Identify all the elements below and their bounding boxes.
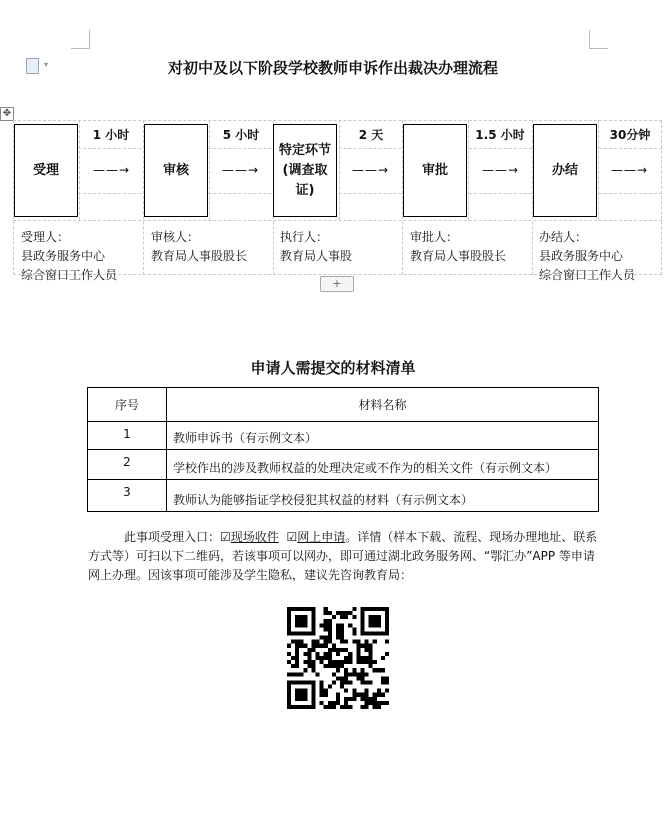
table-cell-index: 3 — [88, 480, 167, 512]
flow-arrow: ——→ — [352, 163, 390, 177]
qr-code — [287, 607, 389, 709]
materials-table — [87, 387, 599, 512]
flow-step-review — [144, 124, 208, 217]
person-unit: 教育局人事股 — [280, 249, 353, 263]
person-unit: 县政务服务中心 — [539, 249, 624, 263]
table-cell-material: 教师申诉书（有示例文本） — [167, 422, 599, 450]
table-row — [88, 480, 599, 512]
flow-person — [410, 228, 506, 266]
flow-arrow: ——→ — [93, 163, 131, 177]
table-header-cell: 序号 — [88, 388, 167, 422]
flow-arrow: ——→ — [611, 163, 649, 177]
checked-box-icon: ☑ — [220, 530, 231, 544]
table-row — [88, 450, 599, 480]
table-move-handle-icon[interactable]: ✥ — [0, 107, 14, 121]
table-cell-index: 1 — [88, 422, 167, 450]
grid-line — [13, 220, 662, 221]
dropdown-caret-icon[interactable]: ▾ — [44, 60, 49, 69]
application-entry-paragraph — [88, 528, 600, 585]
flow-time-label: 30分钟 — [609, 128, 651, 142]
page-corner-mark — [589, 30, 608, 49]
flow-step-complete — [533, 124, 597, 217]
flow-time-label: 1.5 小时 — [475, 128, 525, 142]
grid-line — [339, 120, 340, 220]
flow-step-label: 办结 — [551, 162, 578, 178]
flow-time-label: 1 小时 — [92, 128, 130, 142]
entry-option-online: 网上申请 — [297, 530, 346, 544]
person-unit: 综合窗口工作人员 — [21, 268, 118, 282]
page-corner-mark — [71, 30, 90, 49]
flow-time-label: 2 天 — [358, 128, 384, 142]
table-cell-index: 2 — [88, 450, 167, 480]
person-role: 办结人： — [539, 230, 588, 244]
flow-person — [539, 228, 635, 285]
flow-step-label: 受理 — [32, 162, 59, 178]
table-row — [88, 422, 599, 450]
grid-line — [209, 120, 210, 220]
person-unit: 教育局人事股股长 — [410, 249, 507, 263]
flow-time-label: 5 小时 — [222, 128, 260, 142]
materials-title: 申请人需提交的材料清单 — [250, 359, 416, 377]
person-unit: 县政务服务中心 — [21, 249, 106, 263]
flow-step-label: 审核 — [162, 162, 189, 178]
flow-person — [21, 228, 117, 285]
table-header-row — [88, 388, 599, 422]
grid-line — [468, 120, 469, 220]
flow-step-label: 审批 — [421, 162, 448, 178]
checked-box-icon: ☑ — [286, 530, 298, 544]
person-role: 执行人： — [280, 230, 329, 244]
flow-arrow: ——→ — [482, 163, 520, 177]
person-role: 审核人： — [151, 230, 200, 244]
table-header-cell: 材料名称 — [167, 388, 599, 422]
flow-arrow: ——→ — [222, 163, 260, 177]
flow-person — [280, 228, 352, 266]
grid-line — [79, 120, 80, 220]
entry-details: 。详情（样本下载、流程、现场办理地址、联系方式等）可扫以下二维码，若该事项可以网办，即可通过湖北政务服务网、“鄂汇办”APP 等申请网上办理。因该事项可能涉及学生隐私，建议先咨询教育局： — [88, 530, 598, 582]
flow-step-label-line: 特定环节 — [278, 142, 331, 158]
grid-line — [598, 120, 599, 220]
flow-step-accept — [14, 124, 78, 217]
flow-step-label-line: 证) — [295, 182, 315, 198]
entry-option-onsite: 现场收件 — [230, 530, 279, 544]
flow-person — [151, 228, 247, 266]
add-table-row-button[interactable]: + — [320, 276, 354, 292]
table-cell-material: 教师认为能够指证学校侵犯其权益的材料（有示例文本） — [167, 480, 599, 512]
person-role: 审批人： — [410, 230, 459, 244]
person-role: 受理人： — [21, 230, 70, 244]
person-unit: 综合窗口工作人员 — [539, 268, 636, 282]
flow-step-special — [273, 124, 337, 217]
flow-step-label-line: (调查取 — [282, 162, 328, 178]
document-title: 对初中及以下阶段学校教师申诉作出裁决办理流程 — [167, 59, 498, 77]
table-cell-material: 学校作出的涉及教师权益的处理决定或不作为的相关文件（有示例文本） — [167, 450, 599, 480]
flow-step-approve — [403, 124, 467, 217]
entry-prefix: 此事项受理入口： — [124, 530, 221, 544]
person-unit: 教育局人事股股长 — [151, 249, 248, 263]
